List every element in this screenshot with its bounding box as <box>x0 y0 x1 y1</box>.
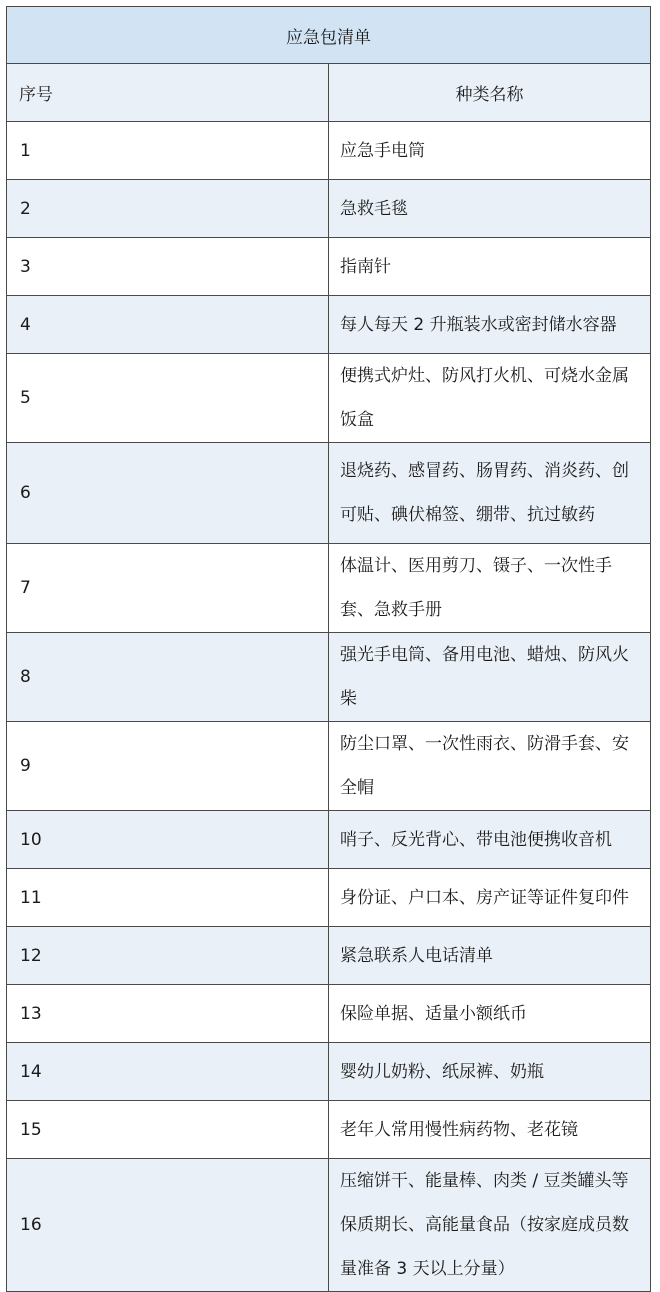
checklist-container <box>6 6 651 1292</box>
table-row <box>7 633 651 722</box>
table-row <box>7 443 651 544</box>
item-name: 保险单据、适量小额纸币 <box>329 985 651 1043</box>
table-row <box>7 722 651 811</box>
row-number: 6 <box>7 443 329 544</box>
table-row <box>7 354 651 443</box>
row-number: 2 <box>7 180 329 238</box>
item-name: 急救毛毯 <box>329 180 651 238</box>
row-number: 11 <box>7 869 329 927</box>
row-number: 7 <box>7 544 329 633</box>
row-number: 13 <box>7 985 329 1043</box>
table-row <box>7 927 651 985</box>
table-row <box>7 122 651 180</box>
row-number: 14 <box>7 1043 329 1101</box>
row-number: 15 <box>7 1101 329 1159</box>
row-number: 10 <box>7 811 329 869</box>
item-name: 身份证、户口本、房产证等证件复印件 <box>329 869 651 927</box>
table-title: 应急包清单 <box>7 7 651 64</box>
table-row <box>7 296 651 354</box>
item-name: 防尘口罩、一次性雨衣、防滑手套、安全帽 <box>329 722 651 811</box>
table-row <box>7 238 651 296</box>
table-row <box>7 1159 651 1292</box>
item-name: 紧急联系人电话清单 <box>329 927 651 985</box>
header-row <box>7 64 651 122</box>
item-name: 哨子、反光背心、带电池便携收音机 <box>329 811 651 869</box>
row-number: 12 <box>7 927 329 985</box>
row-number: 16 <box>7 1159 329 1292</box>
row-number: 3 <box>7 238 329 296</box>
item-name: 压缩饼干、能量棒、肉类 / 豆类罐头等保质期长、高能量食品（按家庭成员数量准备 3 天以上分量） <box>329 1159 651 1292</box>
item-name: 退烧药、感冒药、肠胃药、消炎药、创可贴、碘伏棉签、绷带、抗过敏药 <box>329 443 651 544</box>
item-name: 体温计、医用剪刀、镊子、一次性手套、急救手册 <box>329 544 651 633</box>
item-name: 婴幼儿奶粉、纸尿裤、奶瓶 <box>329 1043 651 1101</box>
row-number: 9 <box>7 722 329 811</box>
table-row <box>7 1101 651 1159</box>
item-name: 应急手电筒 <box>329 122 651 180</box>
item-name: 强光手电筒、备用电池、蜡烛、防风火柴 <box>329 633 651 722</box>
column-header-name: 种类名称 <box>329 64 651 122</box>
row-number: 4 <box>7 296 329 354</box>
table-row <box>7 1043 651 1101</box>
table-row <box>7 180 651 238</box>
table-row <box>7 811 651 869</box>
row-number: 8 <box>7 633 329 722</box>
table-row <box>7 869 651 927</box>
item-name: 便携式炉灶、防风打火机、可烧水金属饭盒 <box>329 354 651 443</box>
item-name: 每人每天 2 升瓶装水或密封储水容器 <box>329 296 651 354</box>
item-name: 指南针 <box>329 238 651 296</box>
item-name: 老年人常用慢性病药物、老花镜 <box>329 1101 651 1159</box>
row-number: 1 <box>7 122 329 180</box>
emergency-kit-table <box>6 6 651 1292</box>
column-header-number: 序号 <box>7 64 329 122</box>
row-number: 5 <box>7 354 329 443</box>
table-row <box>7 985 651 1043</box>
table-row <box>7 544 651 633</box>
